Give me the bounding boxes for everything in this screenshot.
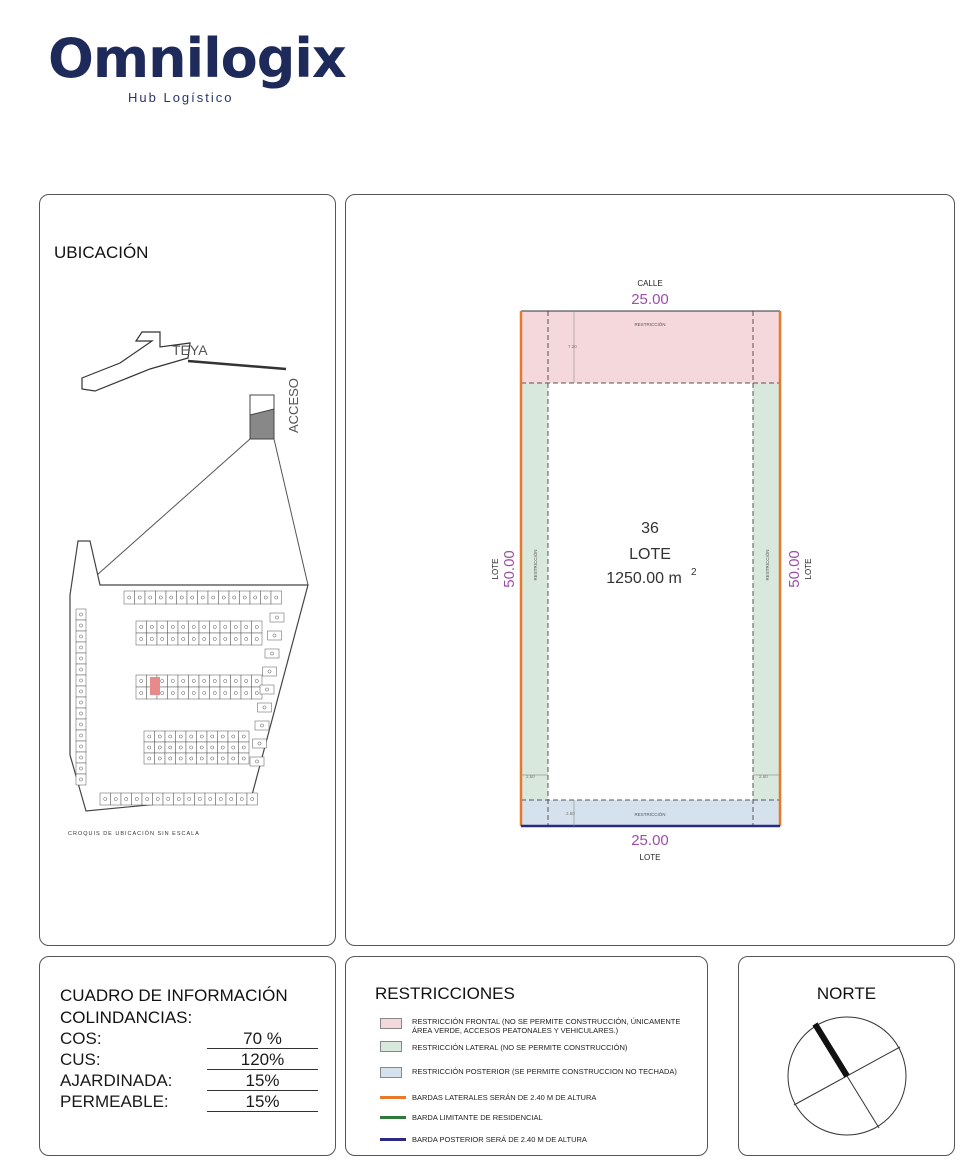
- left-lateral-restriction-label: RESTRICCIÓN: [533, 549, 538, 581]
- left-depth-dimension: 50.00: [501, 550, 518, 588]
- lot-cell: [228, 731, 239, 742]
- lot-cell: [136, 621, 147, 633]
- lot-cell: [147, 621, 158, 633]
- lot-cell: [76, 719, 86, 730]
- lot-cell: [76, 774, 86, 785]
- bottom-width-dimension: 25.00: [631, 832, 669, 849]
- front-restriction-swatch: [380, 1018, 402, 1029]
- info-value: 15%: [207, 1092, 318, 1112]
- left-lateral-restriction-zone: [521, 383, 548, 800]
- lot-cell: [218, 731, 229, 742]
- lot-cell: [229, 591, 240, 604]
- lot-cell: [76, 708, 86, 719]
- legend-text-lateral: RESTRICCIÓN LATERAL (NO SE PERMITE CONSTRUCCIÓN): [412, 1043, 628, 1052]
- right-lateral-restriction-zone: [753, 383, 780, 800]
- info-row-cus: [60, 1050, 318, 1071]
- info-row-permeable: [60, 1092, 318, 1113]
- lot-cell: [207, 753, 218, 764]
- lot-cell: [124, 591, 135, 604]
- lot-cell: [205, 793, 216, 805]
- right-lateral-restriction-label: RESTRICCIÓN: [765, 549, 770, 581]
- top-street-label: CALLE: [637, 279, 663, 288]
- lot-cell: [165, 742, 176, 753]
- lot-cell: [187, 591, 198, 604]
- lot-cell: [210, 675, 221, 687]
- info-label: COS:: [60, 1029, 102, 1048]
- lot-cell: [76, 741, 86, 752]
- lot-area-exponent: 2: [691, 567, 697, 578]
- info-panel: [39, 956, 336, 1156]
- lot-cell: [165, 731, 176, 742]
- lot-cell: [153, 793, 164, 805]
- lot-cell: [189, 621, 200, 633]
- lot-cell: [76, 631, 86, 642]
- legend-text-side-fence: BARDAS LATERALES SERÁN DE 2.40 M DE ALTURA: [412, 1093, 597, 1102]
- front-depth-value: 7.20: [568, 344, 577, 349]
- lot-cell: [228, 742, 239, 753]
- lot-cell: [240, 591, 251, 604]
- lot-cell: [157, 621, 168, 633]
- lot-cell: [186, 742, 197, 753]
- lot-cell: [142, 793, 153, 805]
- lot-number: 36: [641, 520, 659, 537]
- lot-cell: [231, 675, 242, 687]
- residential-fence-line-legend: [380, 1116, 406, 1119]
- lot-cell: [76, 730, 86, 741]
- lot-cell: [255, 721, 269, 730]
- lot-cell: [218, 742, 229, 753]
- lot-cell: [135, 591, 146, 604]
- info-value: 120%: [207, 1050, 318, 1070]
- bottom-neighbor-label: LOTE: [639, 853, 661, 862]
- lot-cell: [210, 621, 221, 633]
- lot-plan-drawing: [346, 195, 956, 947]
- lot-cell: [144, 742, 155, 753]
- info-value: 15%: [207, 1071, 318, 1091]
- right-depth-dimension: 50.00: [786, 550, 803, 588]
- lot-cell: [261, 591, 272, 604]
- lot-cell: [270, 613, 284, 622]
- lot-cell: [258, 703, 272, 712]
- lot-cell: [197, 742, 208, 753]
- zoom-line-left: [88, 439, 250, 583]
- lot-cell: [197, 731, 208, 742]
- info-label: AJARDINADA:: [60, 1071, 173, 1090]
- rear-depth-value: 2.50: [566, 811, 575, 816]
- lot-cell: [132, 793, 143, 805]
- brand-tagline: Hub Logístico: [128, 90, 234, 105]
- lot-cell: [157, 633, 168, 645]
- side-fence-line-legend: [380, 1096, 406, 1099]
- lot-cell: [178, 633, 189, 645]
- lot-cell: [231, 687, 242, 699]
- lot-cell: [220, 687, 231, 699]
- lot-cell: [136, 633, 147, 645]
- legend-text-residential-fence: BARDA LIMITANTE DE RESIDENCIAL: [412, 1113, 543, 1122]
- lot-cell: [239, 753, 250, 764]
- lot-cell: [76, 620, 86, 631]
- location-caption: CROQUIS DE UBICACIÓN SIN ESCALA: [68, 831, 200, 837]
- lot-cell: [76, 642, 86, 653]
- legend-text-front: RESTRICCIÓN FRONTAL (NO SE PERMITE CONSTRUCCIÓN, ÚNICAMENTE ÁREA VERDE, ACCESOS PEATONALES Y VEHICULARES.): [412, 1017, 681, 1035]
- brand-name: Omnilogix: [48, 27, 346, 90]
- lot-cell: [156, 591, 167, 604]
- lot-cell: [216, 793, 227, 805]
- restrictions-title: RESTRICCIONES: [375, 984, 515, 1003]
- lot-cell: [198, 591, 209, 604]
- lot-cell: [241, 621, 252, 633]
- right-neighbor-label: LOTE: [804, 558, 813, 580]
- access-label: ACCESO: [286, 378, 301, 433]
- lot-cell: [231, 633, 242, 645]
- lot-cell: [271, 591, 282, 604]
- lot-cell: [247, 793, 258, 805]
- lot-cell: [189, 687, 200, 699]
- restrictions-panel: [345, 956, 708, 1156]
- lot-cell: [228, 753, 239, 764]
- lot-cell: [219, 591, 230, 604]
- lot-plan-panel: [345, 194, 955, 946]
- rear-fence-line-legend: [380, 1138, 406, 1141]
- lot-cell: [231, 621, 242, 633]
- lot-cell: [136, 675, 147, 687]
- lot-cell: [76, 664, 86, 675]
- lot-cell: [218, 753, 229, 764]
- lot-cell: [76, 752, 86, 763]
- north-title: NORTE: [816, 984, 877, 1003]
- lot-cell: [208, 591, 219, 604]
- location-title: UBICACIÓN: [54, 243, 149, 262]
- lot-cell: [189, 675, 200, 687]
- lot-cell: [174, 793, 185, 805]
- location-sketch: [40, 195, 337, 947]
- info-title: CUADRO DE INFORMACIÓN: [60, 986, 288, 1005]
- lot-cell: [111, 793, 122, 805]
- lot-cell: [199, 675, 210, 687]
- brand-logo: [48, 26, 346, 105]
- lot-cell: [178, 621, 189, 633]
- lot-cell: [145, 591, 156, 604]
- lot-cell: [177, 591, 188, 604]
- lot-cell: [250, 591, 261, 604]
- lot-cell: [252, 621, 263, 633]
- info-row-ajardinada: [60, 1071, 318, 1092]
- lot-cell: [144, 731, 155, 742]
- lot-cell: [226, 793, 237, 805]
- lot-cell: [239, 742, 250, 753]
- info-label: CUS:: [60, 1050, 101, 1069]
- lot-cell: [241, 687, 252, 699]
- lot-cell: [168, 687, 179, 699]
- rear-restriction-swatch: [380, 1067, 402, 1078]
- front-restriction-label: RESTRICCIÓN: [634, 322, 666, 327]
- lot-cell: [178, 675, 189, 687]
- lot-cell: [76, 653, 86, 664]
- lot-cell: [220, 675, 231, 687]
- lot-cell: [241, 675, 252, 687]
- lot-cell: [210, 687, 221, 699]
- zoom-line-right: [274, 439, 308, 585]
- north-panel: [738, 956, 955, 1156]
- lot-cell: [189, 633, 200, 645]
- info-value: 70 %: [207, 1029, 318, 1049]
- lot-cell: [76, 763, 86, 774]
- right-width-value: 2.50: [759, 774, 768, 779]
- info-subtitle: COLINDANCIAS:: [60, 1008, 193, 1027]
- lot-cell: [165, 753, 176, 764]
- info-label: PERMEABLE:: [60, 1092, 169, 1111]
- lot-cell: [76, 675, 86, 686]
- lateral-restriction-swatch: [380, 1041, 402, 1052]
- lot-cell: [220, 633, 231, 645]
- lot-cell: [155, 742, 166, 753]
- lot-cell: [178, 687, 189, 699]
- lot-cell: [76, 697, 86, 708]
- lot-cell: [239, 731, 250, 742]
- top-width-dimension: 25.00: [631, 291, 669, 308]
- lot-cell: [195, 793, 206, 805]
- lot-cell: [121, 793, 132, 805]
- teya-road-shape: [82, 332, 190, 391]
- selected-lot-marker: [150, 677, 160, 695]
- lot-cell: [207, 742, 218, 753]
- lot-cell: [250, 757, 264, 766]
- lot-cell: [199, 687, 210, 699]
- lot-cell: [136, 687, 147, 699]
- lot-cell: [265, 649, 279, 658]
- lot-cell: [260, 685, 274, 694]
- lot-cell: [76, 686, 86, 697]
- left-width-value: 2.50: [526, 774, 535, 779]
- lot-cell: [76, 609, 86, 620]
- lot-cell: [268, 631, 282, 640]
- lot-cell: [252, 633, 263, 645]
- lot-cell: [253, 739, 267, 748]
- lot-cell: [186, 753, 197, 764]
- lot-cell: [100, 793, 111, 805]
- lot-cell: [166, 591, 177, 604]
- rear-restriction-label: RESTRICCIÓN: [634, 812, 666, 817]
- info-row-cos: [60, 1029, 318, 1050]
- lot-cell: [220, 621, 231, 633]
- lot-cell: [147, 633, 158, 645]
- legend-text-rear-fence: BARDA POSTERIOR SERÁ DE 2.40 M DE ALTURA: [412, 1135, 587, 1144]
- lot-cell: [197, 753, 208, 764]
- lot-cell: [168, 633, 179, 645]
- lot-cell: [176, 753, 187, 764]
- lot-cell: [176, 742, 187, 753]
- lot-cell: [237, 793, 248, 805]
- location-panel: [39, 194, 336, 946]
- road-label: TEYA: [172, 342, 208, 358]
- lot-cell: [199, 633, 210, 645]
- lot-cell: [199, 621, 210, 633]
- left-neighbor-label: LOTE: [491, 558, 500, 580]
- lot-cell: [144, 753, 155, 764]
- lot-cell: [186, 731, 197, 742]
- lot-word: LOTE: [629, 546, 671, 563]
- access-road-line: [188, 361, 286, 369]
- lot-cell: [176, 731, 187, 742]
- lot-area: 1250.00 m: [606, 570, 682, 587]
- lot-cell: [184, 793, 195, 805]
- lot-cell: [210, 633, 221, 645]
- lot-cell: [263, 667, 277, 676]
- legend-text-rear: RESTRICCIÓN POSTERIOR (SE PERMITE CONSTRUCCION NO TECHADA): [412, 1067, 677, 1076]
- lot-cell: [207, 731, 218, 742]
- north-compass: [739, 957, 956, 1157]
- lot-cell: [168, 675, 179, 687]
- lot-cell: [163, 793, 174, 805]
- lot-cell: [241, 633, 252, 645]
- lot-cell: [155, 731, 166, 742]
- lot-cell: [168, 621, 179, 633]
- lot-cell: [155, 753, 166, 764]
